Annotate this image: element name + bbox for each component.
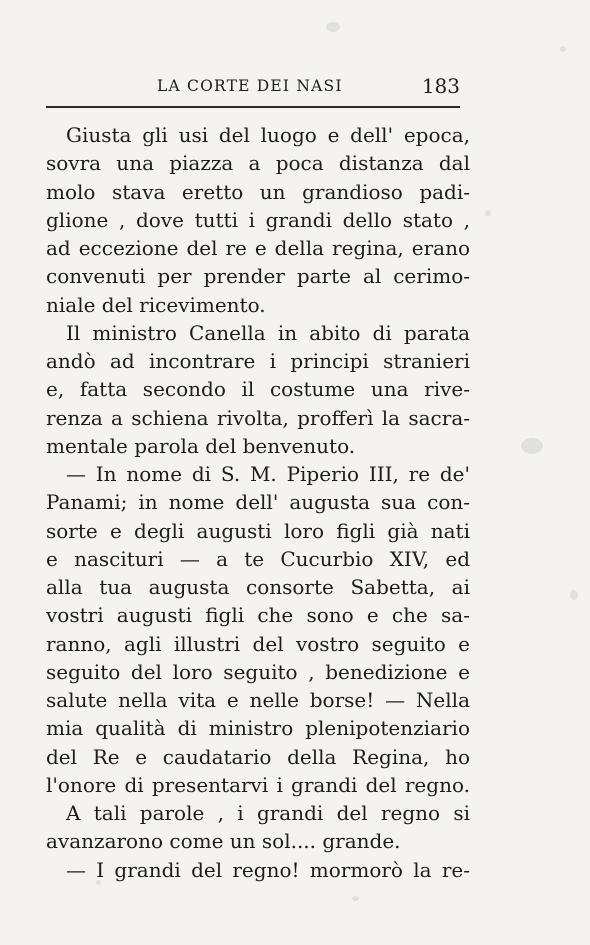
text-line: — I grandi del regno! mormorò la re- <box>66 857 470 882</box>
header-rule <box>46 106 460 108</box>
text-line: sorte e degli augusti loro figli già nati <box>46 518 470 543</box>
text-line: seguito del loro seguito , benedizione e <box>46 659 470 684</box>
text-line: renza a schiena rivolta, profferì la sacra- <box>46 405 470 430</box>
text-line: sovra una piazza a poca distanza dal <box>46 151 470 176</box>
text-line: — In nome di S. M. Piperio III, re de' <box>66 462 470 486</box>
body-text <box>46 121 470 884</box>
text-line: ad eccezione del re e della regina, erano <box>46 236 470 260</box>
text-line: andò ad incontrare i principi stranieri <box>46 349 470 373</box>
text-line: vostri augusti figli che sono e che sa- <box>46 603 470 628</box>
paper-speck <box>570 590 578 600</box>
paper-speck <box>352 896 359 901</box>
paper-speck <box>521 438 543 454</box>
paper-speck <box>485 210 491 216</box>
text-line: alla tua augusta consorte Sabetta, ai <box>46 575 470 599</box>
text-line: niale del ricevimento. <box>46 292 266 317</box>
text-line: Il ministro Canella in abito di parata <box>66 320 470 345</box>
paper-speck <box>96 880 101 885</box>
running-head: LA CORTE DEI NASI <box>157 77 343 95</box>
text-line: Giusta gli usi del luogo e dell' epoca, <box>66 123 470 147</box>
page-number: 183 <box>421 74 460 98</box>
paper-speck <box>326 22 340 32</box>
text-line: salute nella vita e nelle borse! — Nella <box>46 688 470 712</box>
text-line: molo stava eretto un grandioso padi- <box>46 179 470 204</box>
paper-speck <box>560 46 566 52</box>
text-line: A tali parole , i grandi del regno si <box>66 801 470 825</box>
text-line: e, fatta secondo il costume una rive- <box>46 377 470 402</box>
text-line: ranno, agli illustri del vostro seguito e <box>46 631 470 656</box>
text-line: glione , dove tutti i grandi dello stato , <box>46 207 470 232</box>
text-line: mia qualità di ministro plenipotenziario <box>46 716 470 741</box>
text-line: del Re e caudatario della Regina, ho <box>46 744 470 769</box>
text-line: avanzarono come un sol.... grande. <box>46 829 401 854</box>
text-line: mentale parola del benvenuto. <box>46 433 356 458</box>
text-line: e nascituri — a te Cucurbio XIV, ed <box>46 546 470 571</box>
text-line: Panami; in nome dell' augusta sua con- <box>46 490 470 515</box>
text-line: convenuti per prender parte al cerimo- <box>46 264 470 289</box>
text-line: l'onore di presentarvi i grandi del regno. <box>46 772 470 797</box>
page-header <box>46 74 460 104</box>
